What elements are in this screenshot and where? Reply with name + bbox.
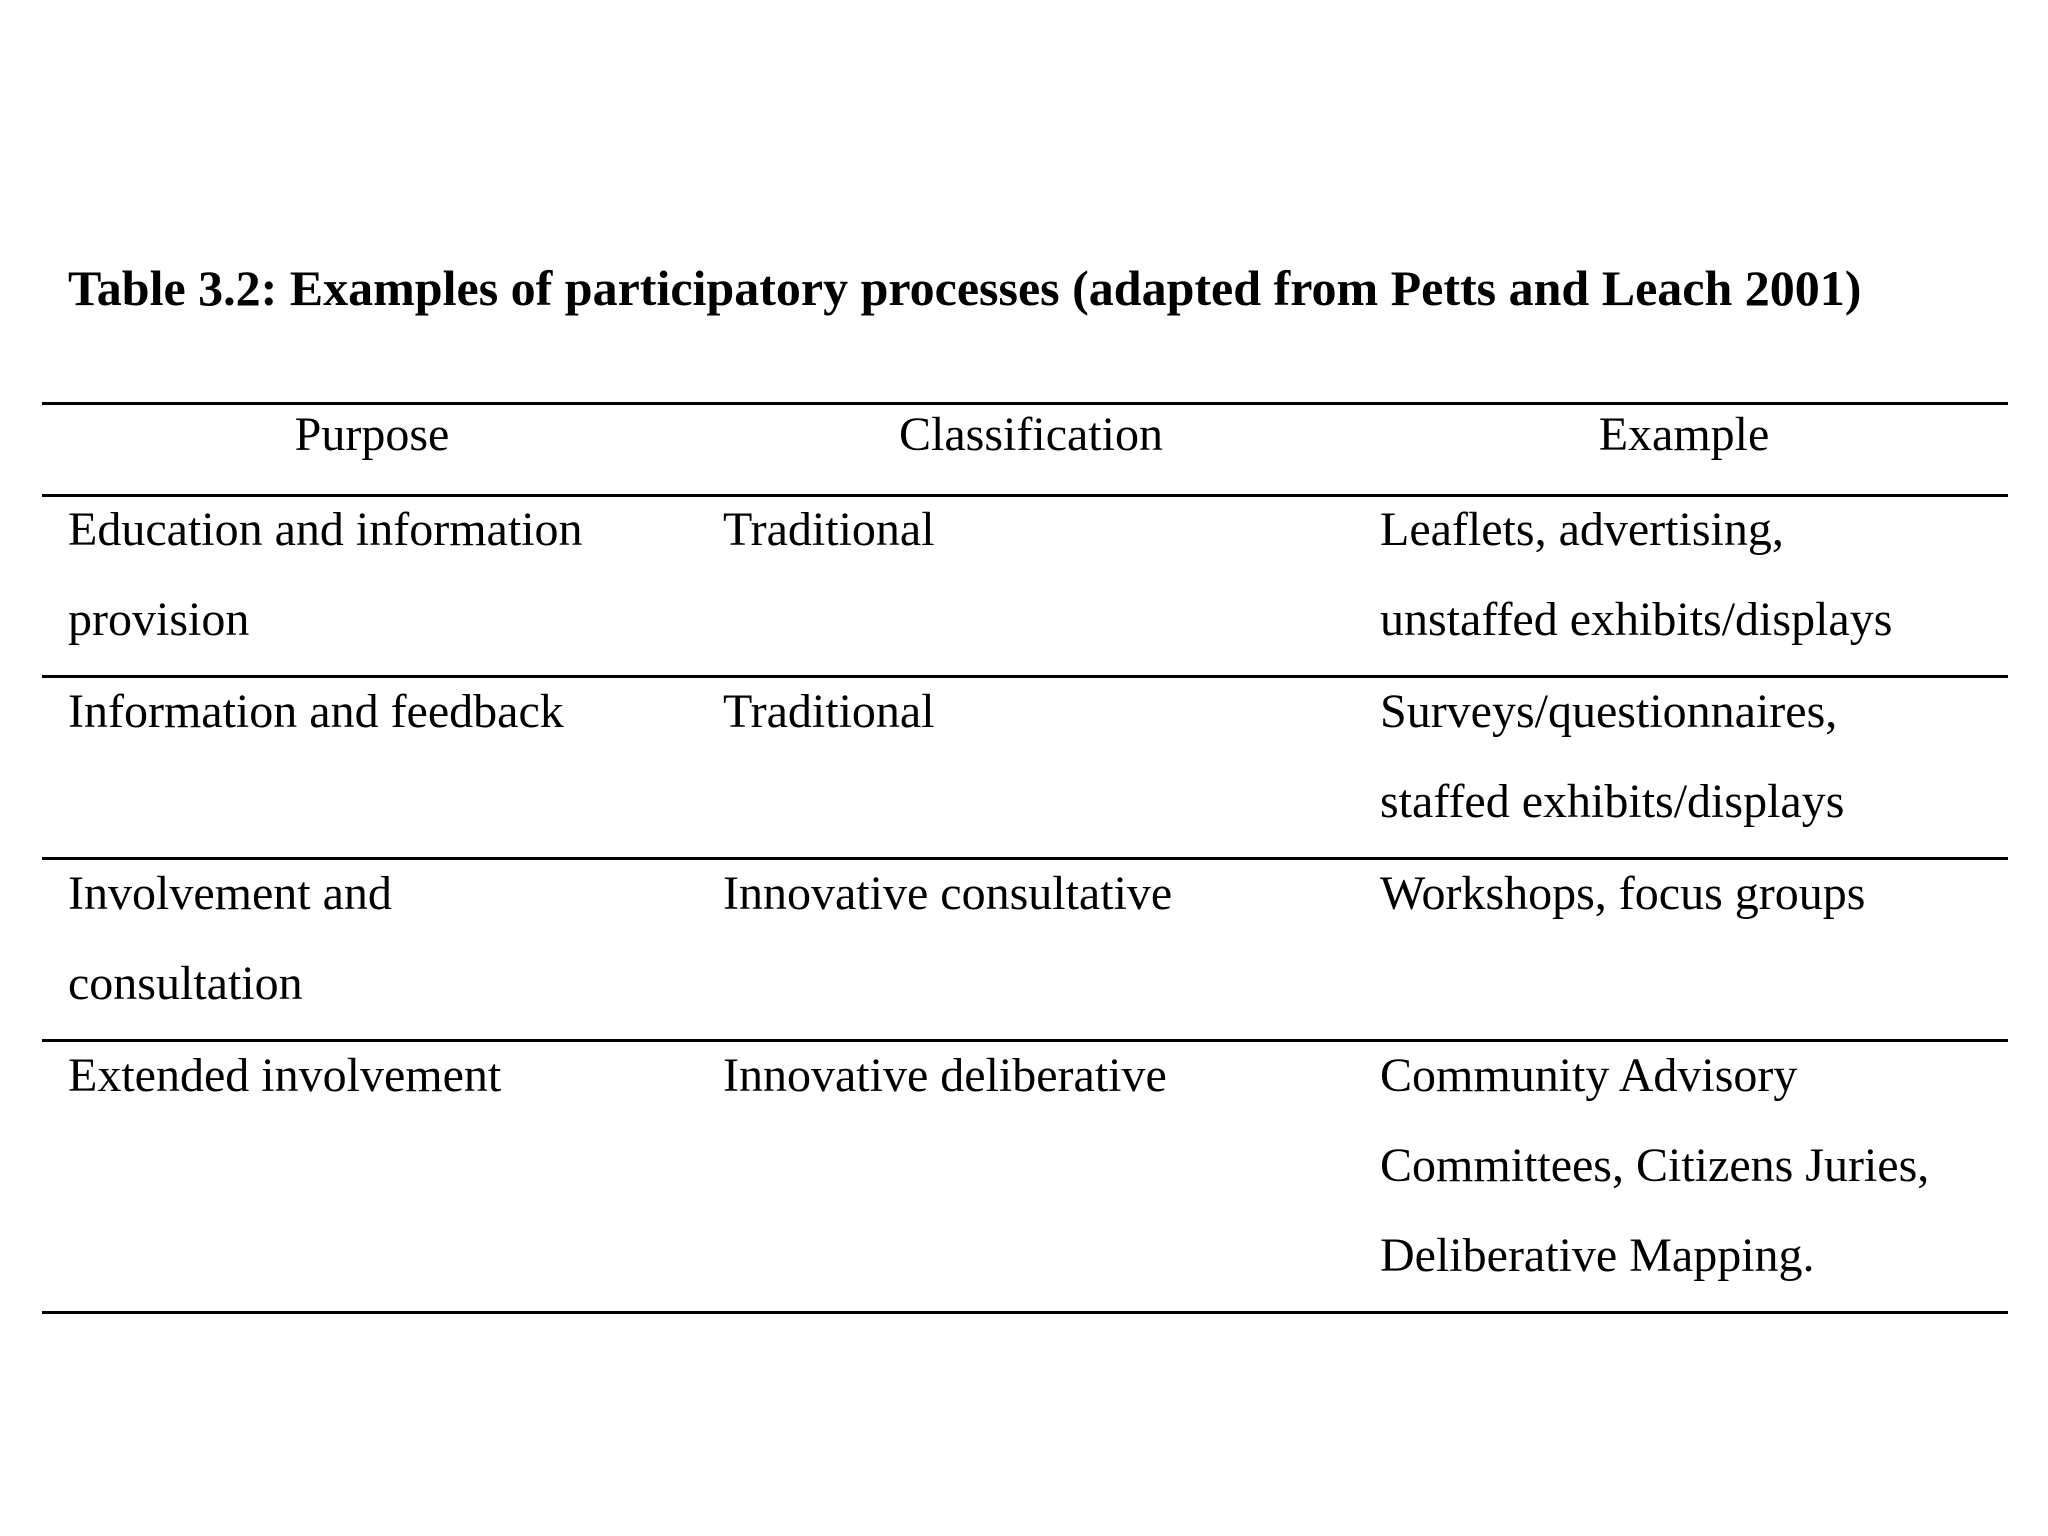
table-row-1-purpose	[68, 485, 583, 665]
cell-line: Involvement and	[68, 867, 392, 920]
header-purpose: Purpose	[294, 408, 450, 461]
cell-line: unstaffed exhibits/displays	[1380, 593, 1893, 646]
table-row-2-classification	[723, 667, 935, 757]
cell-line: Community Advisory	[1380, 1049, 1798, 1102]
cell-line: Committees, Citizens Juries,	[1380, 1139, 1930, 1192]
table-row-3-example	[1380, 849, 1865, 939]
table-row-1-example	[1380, 485, 1892, 665]
table-row-1-classification	[723, 485, 935, 575]
cell-line: Extended involvement	[68, 1049, 502, 1102]
cell-line: Innovative consultative	[723, 867, 1173, 920]
cell-line: Workshops, focus groups	[1380, 867, 1866, 920]
cell-line: Traditional	[723, 685, 935, 738]
table-row-3-classification	[723, 849, 1172, 939]
cell-line: Traditional	[723, 503, 935, 556]
header-classification: Classification	[899, 408, 1163, 461]
table-caption: Table 3.2: Examples of participatory processes (adapted from Petts and Leach 2001)	[68, 260, 1862, 316]
header-example: Example	[1598, 408, 1770, 461]
cell-line: Information and feedback	[68, 685, 564, 738]
table-row-2-example	[1380, 667, 1844, 847]
cell-line: Surveys/questionnaires,	[1380, 685, 1838, 738]
cell-line: Innovative deliberative	[723, 1049, 1167, 1102]
table-bottom-rule	[42, 1311, 2008, 1314]
cell-line: Leaflets, advertising,	[1380, 503, 1784, 556]
cell-line: consultation	[68, 957, 303, 1010]
cell-line: provision	[68, 593, 250, 646]
table-row-2-purpose	[68, 667, 564, 757]
cell-line: Deliberative Mapping.	[1380, 1229, 1815, 1282]
table-row-3-purpose	[68, 849, 392, 1029]
cell-line: Education and information	[68, 503, 583, 556]
cell-line: staffed exhibits/displays	[1380, 775, 1845, 828]
table-row-4-example	[1380, 1031, 1929, 1301]
table-row-4-purpose	[68, 1031, 501, 1121]
table-row-4-classification	[723, 1031, 1167, 1121]
